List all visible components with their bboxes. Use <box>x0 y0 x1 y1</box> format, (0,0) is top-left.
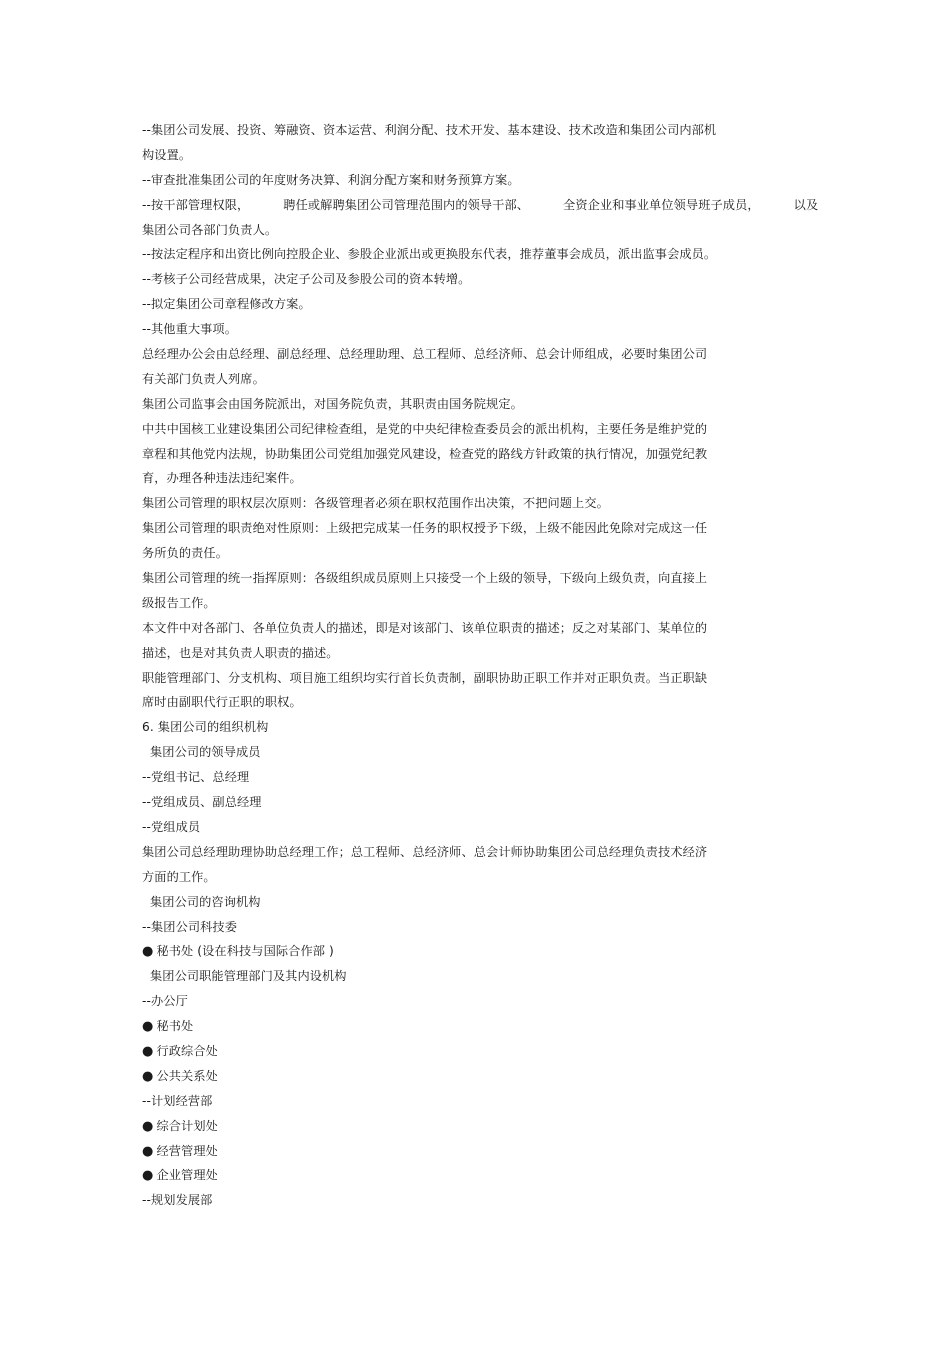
text-line: --其他重大事项。 <box>142 322 238 337</box>
text-line: 构设置。 <box>142 147 192 162</box>
text-line <box>142 193 822 218</box>
text-line: --集团公司发展、投资、筹融资、资本运营、利润分配、技术开发、基本建设、技术改造和集团公司内部机 <box>142 123 717 137</box>
text-line: 集团公司总经理助理协助总经理工作；总工程师、总经济师、总会计师协助集团公司总经理负责技术经济 <box>142 844 708 859</box>
text-line: 章程和其他党内法规，协助集团公司党组加强党风建设，检查党的路线方针政策的执行情况，加强党纪教 <box>142 446 708 461</box>
text-line: 级报告工作。 <box>142 595 216 610</box>
document-page <box>142 118 822 1213</box>
text-line: 集团公司各部门负责人。 <box>142 222 278 237</box>
text-line: 集团公司管理的统一指挥原则：各级组织成员原则上只接受一个上级的领导，下级向上级负责，向直接上 <box>142 571 708 586</box>
bullet-item: ● 秘书处 (设在科技与国际合作部 ) <box>142 939 822 964</box>
text-line: 集团公司监事会由国务院派出，对国务院负责，其职责由国务院规定。 <box>142 396 523 411</box>
text-line: 有关部门负责人列席。 <box>142 371 265 386</box>
bullet-item: ● 经营管理处 <box>142 1139 822 1164</box>
text-segment: --按干部管理权限， <box>142 197 250 212</box>
text-line: 集团公司管理的职权层次原则：各级管理者必须在职权范围作出决策，不把问题上交。 <box>142 496 609 511</box>
text-line: --党组成员 <box>142 819 201 834</box>
text-segment: 全资企业和事业单位领导班子成员， <box>563 197 760 212</box>
text-line: 育，办理各种违法违纪案件。 <box>142 471 302 486</box>
text-line: --党组成员、副总经理 <box>142 795 262 810</box>
text-line: --按法定程序和出资比例向控股企业、参股企业派出或更换股东代表，推荐董事会成员，派出监事会成员。 <box>142 247 717 262</box>
subsection-heading: 集团公司的咨询机构 <box>150 894 261 909</box>
text-line: 中共中国核工业建设集团公司纪律检查组，是党的中央纪律检查委员会的派出机构，主要任务是维护党的 <box>142 421 708 436</box>
text-line: 总经理办公会由总经理、副总经理、总经理助理、总工程师、总经济师、总会计师组成，必要时集团公司 <box>142 347 708 362</box>
text-line: 席时由副职代行正职的职权。 <box>142 695 302 710</box>
text-line: 本文件中对各部门、各单位负责人的描述，即是对该部门、该单位职责的描述；反之对某部门、某单位的 <box>142 620 708 635</box>
text-line: --办公厅 <box>142 994 188 1009</box>
bullet-item: ● 公共关系处 <box>142 1064 822 1089</box>
subsection-heading: 集团公司的领导成员 <box>150 745 261 760</box>
text-segment: 以及 <box>793 197 819 212</box>
text-line: --党组书记、总经理 <box>142 770 250 785</box>
text-line: 集团公司管理的职责绝对性原则：上级把完成某一任务的职权授予下级，上级不能因此免除对完成这一任 <box>142 521 708 536</box>
text-line: --审查批准集团公司的年度财务决算、利润分配方案和财务预算方案。 <box>142 172 520 187</box>
subsection-heading: 集团公司职能管理部门及其内设机构 <box>150 969 347 984</box>
text-line: --考核子公司经营成果，决定子公司及参股公司的资本转增。 <box>142 272 471 287</box>
section-heading: 6. 集团公司的组织机构 <box>142 720 269 735</box>
text-line: 描述，也是对其负责人职责的描述。 <box>142 645 339 660</box>
text-line: --计划经营部 <box>142 1093 213 1108</box>
text-line: --规划发展部 <box>142 1193 213 1208</box>
text-line: 职能管理部门、分支机构、项目施工组织均实行首长负责制，副职协助正职工作并对正职负责。当正职缺 <box>142 670 708 685</box>
bullet-item: ● 秘书处 <box>142 1014 822 1039</box>
bullet-item: ● 企业管理处 <box>142 1163 822 1188</box>
text-segment: 聘任或解聘集团公司管理范围内的领导干部、 <box>283 197 530 212</box>
text-line: --集团公司科技委 <box>142 919 238 934</box>
text-line: --拟定集团公司章程修改方案。 <box>142 297 311 312</box>
bullet-item: ● 行政综合处 <box>142 1039 822 1064</box>
text-line: 务所负的责任。 <box>142 546 229 561</box>
bullet-item: ● 综合计划处 <box>142 1114 822 1139</box>
text-line: 方面的工作。 <box>142 869 216 884</box>
